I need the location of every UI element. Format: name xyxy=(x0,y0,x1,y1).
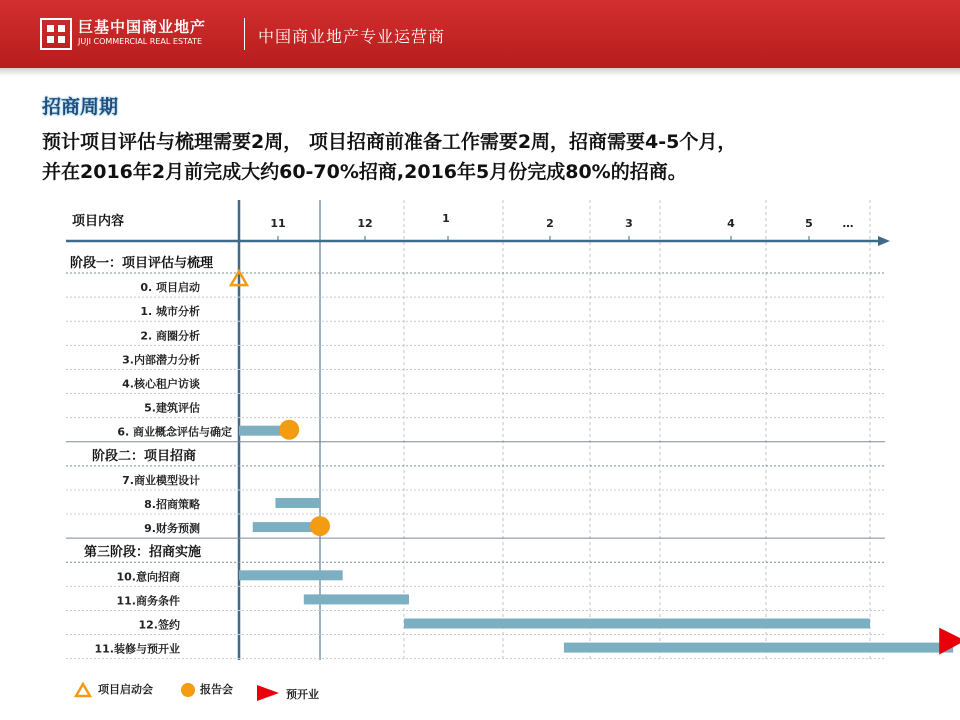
phase-label: 阶段一：项目评估与梳理 xyxy=(70,256,214,271)
task-bar xyxy=(253,522,320,532)
month-label: 12 xyxy=(357,217,373,230)
legend-report-icon xyxy=(180,682,196,698)
task-label: 11.装修与预开业 xyxy=(94,642,180,656)
task-label: 7.商业模型设计 xyxy=(122,473,200,487)
phase-label: 第三阶段：招商实施 xyxy=(84,545,202,561)
phase-label: 阶段二：项目招商 xyxy=(92,448,197,464)
report-marker xyxy=(279,420,299,440)
task-label: 5.建筑评估 xyxy=(144,401,200,415)
legend-kickoff-label: 项目启动会 xyxy=(98,683,153,696)
task-bar xyxy=(564,643,953,653)
task-label: 10.意向招商 xyxy=(116,570,180,584)
month-label: … xyxy=(842,217,854,230)
task-label: 8.招商策略 xyxy=(144,498,200,511)
section-title: 招商周期 xyxy=(42,96,119,118)
legend-opening-label: 预开业 xyxy=(286,688,319,701)
legend-kickoff-icon xyxy=(74,682,92,698)
month-label: 11 xyxy=(270,217,286,230)
month-label: 2 xyxy=(546,217,554,230)
task-bar xyxy=(239,570,343,580)
task-label: 2. 商圈分析 xyxy=(140,329,200,343)
task-label: 9.财务预测 xyxy=(144,522,200,536)
legend-opening-icon xyxy=(256,684,280,702)
company-slogan: 中国商业地产专业运营商 xyxy=(258,27,446,46)
month-label: 1 xyxy=(442,212,450,225)
task-label: 3.内部潜力分析 xyxy=(122,353,200,367)
month-label: 5 xyxy=(805,217,813,230)
intro-line-1: 预计项目评估与梳理需要2周， 项目招商前准备工作需要2周，招商需要4-5个月， xyxy=(42,131,737,153)
task-bar xyxy=(275,498,320,508)
task-label: 11.商务条件 xyxy=(116,594,180,608)
report-marker xyxy=(310,516,330,536)
month-label: 3 xyxy=(625,217,633,230)
task-label: 12.签约 xyxy=(138,618,180,632)
task-label: 0. 项目启动 xyxy=(140,281,200,295)
logo-text-en: JUJI COMMERCIAL REAL ESTATE xyxy=(78,37,203,46)
task-label: 6. 商业概念评估与确定 xyxy=(117,425,232,439)
task-label: 1. 城市分析 xyxy=(140,305,200,319)
month-label: 4 xyxy=(727,217,735,230)
task-label: 4.核心租户访谈 xyxy=(122,377,200,391)
logo-text-cn: 巨基中国商业地产 xyxy=(78,18,207,36)
time-axis-arrow xyxy=(878,236,890,246)
task-bar xyxy=(404,619,870,629)
column-header-label: 项目内容 xyxy=(72,214,125,229)
legend-report-label: 报告会 xyxy=(200,683,233,696)
intro-line-2: 并在2016年2月前完成大约60-70%招商,2016年5月份完成80%的招商。 xyxy=(42,161,687,183)
task-bar xyxy=(304,594,409,604)
